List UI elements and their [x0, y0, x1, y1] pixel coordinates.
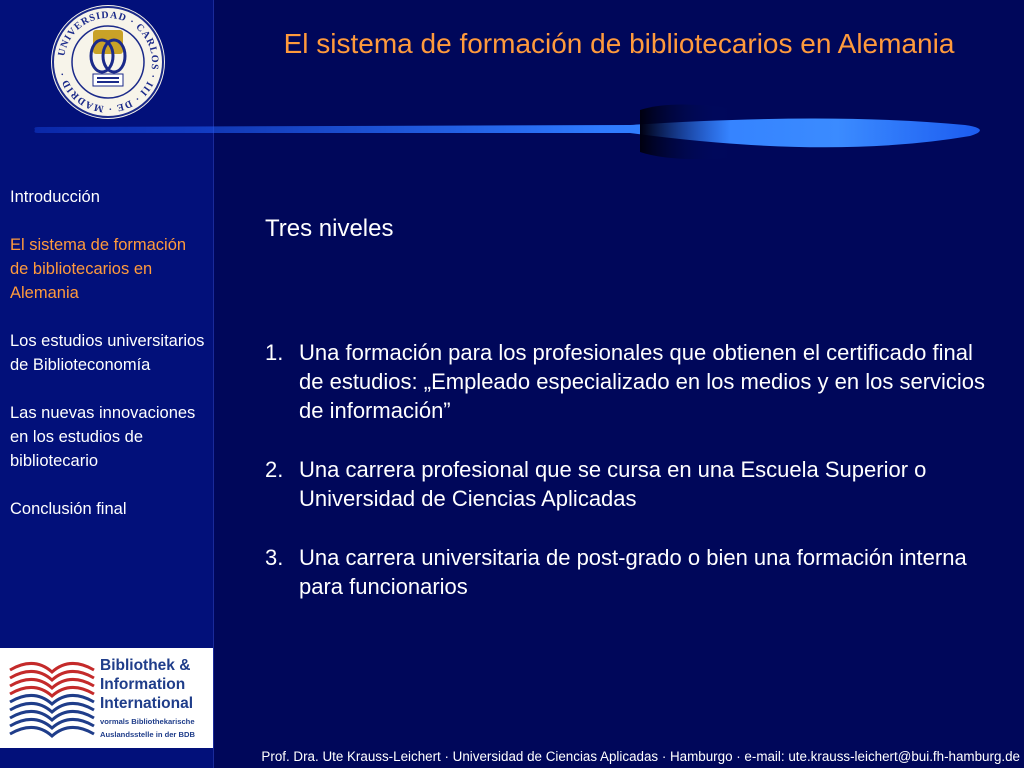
- list-item: [265, 543, 995, 601]
- nav-item-sistema-formacion[interactable]: El sistema de formación de bibliotecarios en Alemania: [10, 236, 187, 302]
- logo-line-3: International: [100, 695, 194, 712]
- list-item: [265, 455, 995, 513]
- bii-logo: [0, 648, 213, 748]
- list-text: Una formación para los profesionales que obtienen el certificado final de estudios: „Empleado especializado en los medios y en los servicios de información”: [299, 340, 986, 423]
- logo-line-2: Information: [100, 676, 186, 693]
- section-navigation: [10, 185, 206, 545]
- nav-item-estudios-universitarios[interactable]: Los estudios universitarios de Biblioteconomía: [10, 332, 205, 374]
- title-divider-swoosh: [30, 100, 995, 164]
- slide-title: El sistema de formación de bibliotecarios en Alemania: [283, 28, 955, 59]
- svg-text:UNIVERSIDAD · CARLOS · III · D: UNIVERSIDAD · CARLOS · III · DE · MADRID ·: [56, 9, 161, 115]
- nav-item-nuevas-innovaciones[interactable]: Las nuevas innovaciones en los estudios de bibliotecario: [10, 404, 196, 470]
- list-text: Una carrera universitaria de post-grado o bien una formación interna para funcionarios: [299, 545, 967, 599]
- list-number: 3.: [265, 545, 284, 570]
- list-item: [265, 338, 995, 425]
- logo-line-1: Bibliothek &: [100, 657, 191, 674]
- slide-subtitle: Tres niveles: [265, 215, 394, 242]
- ordered-list: [265, 338, 995, 631]
- nav-item-conclusion-final[interactable]: Conclusión final: [10, 500, 127, 518]
- list-number: 2.: [265, 457, 284, 482]
- list-text: Una carrera profesional que se cursa en una Escuela Superior o Universidad de Ciencias Aplicadas: [299, 457, 927, 511]
- logo-subtitle-2: Auslandsstelle in der BDB: [100, 730, 195, 739]
- footer-credits: Prof. Dra. Ute Krauss-Leichert · Universidad de Ciencias Aplicadas · Hamburgo · e-mail: ute.krauss-leichert@bui.fh-hamburg.de: [261, 749, 1020, 764]
- nav-item-introduccion[interactable]: Introducción: [10, 188, 100, 206]
- list-number: 1.: [265, 340, 284, 365]
- book-pages-icon: [4, 648, 100, 748]
- logo-subtitle-1: vormals Bibliothekarische: [100, 717, 195, 726]
